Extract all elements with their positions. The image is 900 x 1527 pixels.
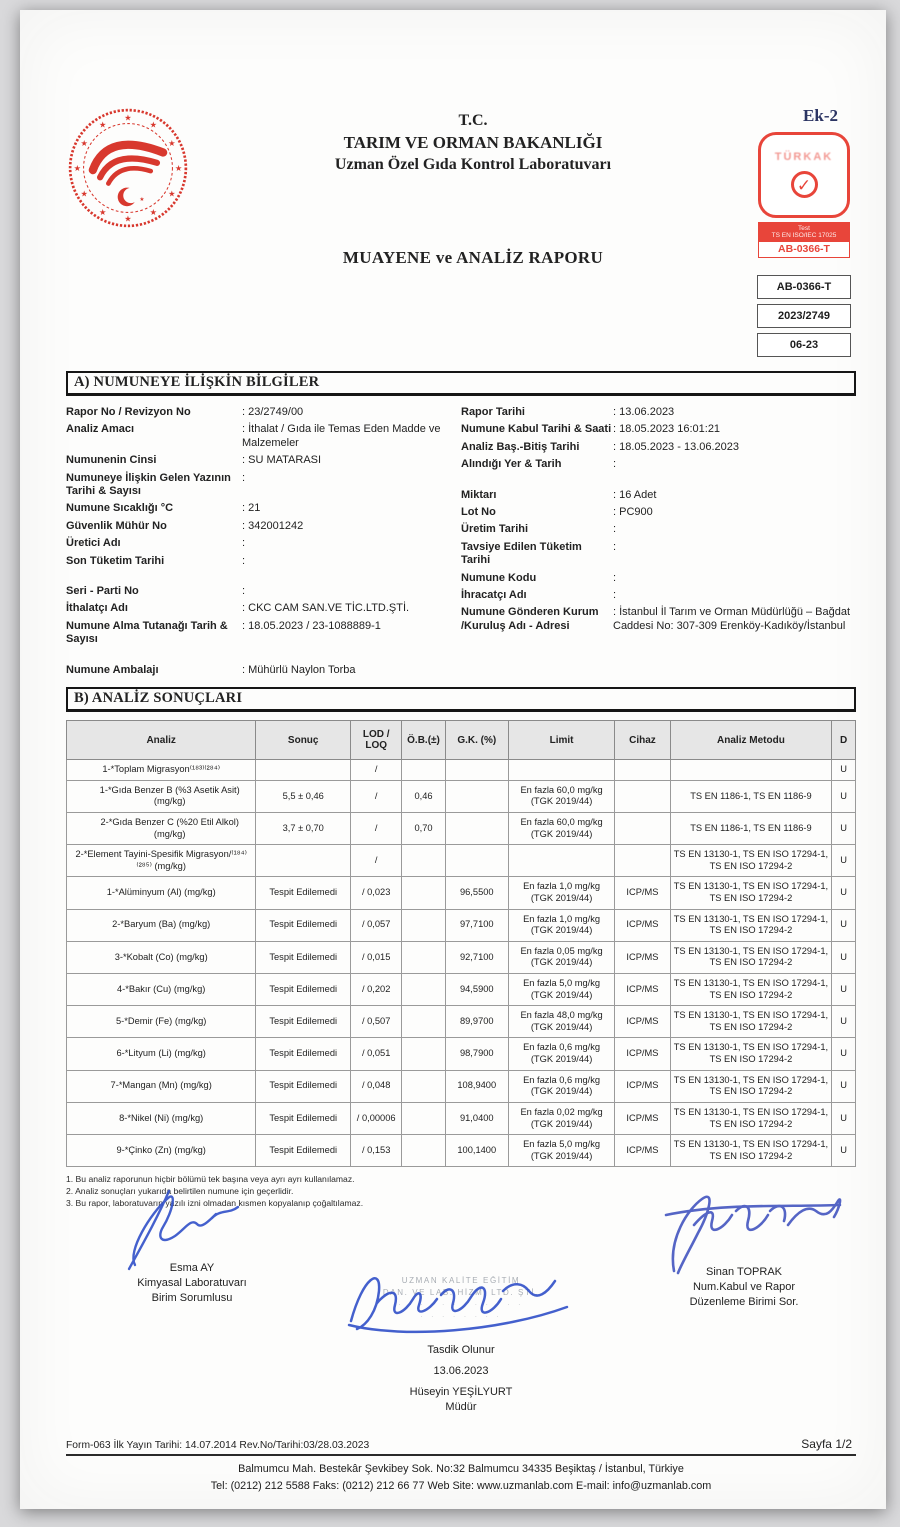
ministry-seal-icon (66, 106, 190, 230)
field-row (461, 458, 856, 471)
cell-ob: 0,46 (402, 780, 445, 812)
cell-limit: En fazla 60,0 mg/kg (TGK 2019/44) (508, 812, 615, 844)
field-label: Rapor Tarihi (461, 406, 525, 418)
cell-ob (402, 1135, 445, 1167)
field-label: Miktarı (461, 488, 497, 501)
field-row (461, 572, 856, 585)
analysis-row (67, 760, 856, 781)
field-row (66, 423, 443, 450)
cell-metot: TS EN 13130-1, TS EN ISO 17294-1, TS EN ISO 17294-2 (670, 974, 832, 1006)
field-value: : 23/2749/00 (242, 406, 443, 419)
cell-d: U (832, 1038, 856, 1070)
field-value: : İstanbul İl Tarım ve Orman Müdürlüğü – Bağdat Caddesi No: 307-309 Erenköy-Kadıköy/İstanbul (613, 606, 856, 633)
cell-analiz: 1-*Toplam Migrasyon⁽¹⁸³⁾⁽²⁸⁴⁾ (67, 760, 256, 781)
field-row (461, 589, 856, 602)
accreditation-code: AB-0366-T (758, 241, 850, 258)
cell-ob (402, 974, 445, 1006)
svg-text:★: ★ (139, 197, 145, 204)
field-label: Alındığı Yer & Tarih (461, 458, 562, 471)
cell-sonuc: Tespit Edilemedi (256, 877, 351, 909)
field-label: Numune Kabul Tarihi & Saati (461, 423, 612, 436)
cell-lod-loq: / 0,153 (351, 1135, 402, 1167)
col-header-d: D (832, 721, 856, 760)
cell-d: U (832, 941, 856, 973)
cell-d: U (832, 812, 856, 844)
cell-sonuc: Tespit Edilemedi (256, 1038, 351, 1070)
field-label: Numune Alma Tutanağı Tarih & Sayısı (66, 619, 228, 646)
svg-text:★: ★ (174, 163, 183, 174)
approval-label: Tasdik Olunur (427, 1344, 495, 1357)
cell-cihaz: ICP/MS (615, 1038, 670, 1070)
analysis-row (67, 1135, 856, 1167)
field-label: Numune Kodu (461, 571, 537, 584)
cell-d: U (832, 877, 856, 909)
page-number: Sayfa 1/2 (801, 1437, 852, 1452)
fields-right-column (461, 402, 856, 677)
signer-name: Sinan TOPRAK (705, 1266, 783, 1279)
cell-ob (402, 1102, 445, 1134)
fields-left-column (66, 402, 461, 677)
svg-text:★: ★ (149, 119, 158, 130)
col-header-gk: G.K. (%) (445, 721, 508, 760)
field-label: Son Tüketim Tarihi (66, 554, 165, 567)
cell-cihaz: ICP/MS (615, 1006, 670, 1038)
signature-esma-ay (117, 1185, 267, 1271)
svg-text:★: ★ (80, 188, 88, 199)
cell-d: U (832, 760, 856, 781)
field-label: Numune Gönderen Kurum /Kuruluş Adı - Adresi (461, 606, 599, 632)
page-header (66, 106, 856, 357)
field-value: : Mühürlü Naylon Torba (242, 664, 443, 677)
band-standard-label: TS EN ISO/IEC 17025 (771, 232, 837, 239)
field-label: Üretim Tarihi (461, 523, 529, 536)
field-row (66, 555, 443, 568)
cell-lod-loq: / 0,00006 (351, 1102, 402, 1134)
col-header-sonuc: Sonuç (256, 721, 351, 760)
field-row (66, 537, 443, 550)
letterhead-ministry: TARIM VE ORMAN BAKANLIĞI (343, 133, 603, 152)
cell-d: U (832, 845, 856, 877)
svg-text:★: ★ (168, 137, 176, 148)
ministry-seal-logo (66, 106, 194, 235)
cell-gk (445, 812, 508, 844)
cell-lod-loq: / (351, 812, 402, 844)
cell-lod-loq: / 0,015 (351, 941, 402, 973)
cell-limit: En fazla 60,0 mg/kg (TGK 2019/44) (508, 780, 615, 812)
field-value: : İthalat / Gıda ile Temas Eden Madde ve Malzemeler (242, 423, 443, 450)
cell-sonuc: 5,5 ± 0,46 (256, 780, 351, 812)
cell-d: U (832, 1070, 856, 1102)
cell-ob (402, 845, 445, 877)
cell-analiz: 9-*Çinko (Zn) (mg/kg) (67, 1135, 256, 1167)
analysis-row (67, 877, 856, 909)
cell-sonuc: Tespit Edilemedi (256, 1070, 351, 1102)
svg-text:★: ★ (80, 137, 88, 148)
footnote-line: 3. Bu rapor, laboratuvarın yazılı izni olmadan kısmen kopyalanıp çoğaltılamaz. (66, 1198, 364, 1209)
cell-d: U (832, 974, 856, 1006)
cell-lod-loq: / 0,048 (351, 1070, 402, 1102)
turkak-mark (758, 132, 850, 218)
cell-metot: TS EN 13130-1, TS EN ISO 17294-1, TS EN ISO 17294-2 (670, 845, 832, 877)
analysis-results-table (66, 720, 856, 1167)
cell-lod-loq: / (351, 760, 402, 781)
cell-sonuc: Tespit Edilemedi (256, 974, 351, 1006)
report-no-box: 2023/2749 (757, 304, 851, 328)
cell-cihaz (615, 845, 670, 877)
field-row (66, 664, 443, 677)
cell-ob (402, 877, 445, 909)
sample-info-fields (66, 402, 856, 677)
svg-text:★: ★ (124, 112, 132, 123)
table-body (67, 760, 856, 1167)
field-label: Analiz Baş.-Bitiş Tarihi (461, 440, 580, 453)
checkmark-icon: ✓ (791, 171, 818, 198)
report-title: MUAYENE ve ANALİZ RAPORU (342, 248, 604, 267)
cell-metot: TS EN 1186-1, TS EN 1186-9 (670, 812, 832, 844)
company-stamp (331, 1265, 591, 1349)
cell-sonuc: Tespit Edilemedi (256, 1102, 351, 1134)
cell-analiz: 2-*Gıda Benzer C (%20 Etil Alkol) (mg/kg) (67, 812, 256, 844)
field-label: Numune Ambalajı (66, 663, 159, 676)
cell-gk: 96,5500 (445, 877, 508, 909)
field-label: Rapor No / Revizyon No (66, 406, 191, 418)
field-label: İthalatçı Adı (66, 602, 128, 615)
field-value (613, 458, 856, 471)
cell-analiz: 8-*Nikel (Ni) (mg/kg) (67, 1102, 256, 1134)
svg-text:★: ★ (73, 163, 82, 174)
field-value: : PC900 (613, 506, 856, 519)
letterhead-lab: Uzman Özel Gıda Kontrol Laboratuvarı (334, 156, 612, 173)
field-value: : 21 (242, 502, 443, 515)
cell-limit: En fazla 0,6 mg/kg (TGK 2019/44) (508, 1038, 615, 1070)
cell-lod-loq: / 0,051 (351, 1038, 402, 1070)
field-label: Analiz Amacı (66, 423, 135, 436)
analysis-row (67, 1102, 856, 1134)
period-box: 06-23 (757, 333, 851, 357)
cell-sonuc: Tespit Edilemedi (256, 1135, 351, 1167)
signature-block-right (634, 1183, 854, 1310)
field-value (242, 472, 443, 499)
cell-sonuc: Tespit Edilemedi (256, 909, 351, 941)
analysis-row (67, 974, 856, 1006)
attachment-label: Ek-2 (803, 106, 838, 125)
field-value: : 16 Adet (613, 489, 856, 502)
accreditation-band (758, 222, 850, 241)
field-label: İhracatçı Adı (461, 589, 527, 602)
cell-analiz: 1-*Alüminyum (Al) (mg/kg) (67, 877, 256, 909)
field-value (613, 523, 856, 536)
cell-limit: En fazla 5,0 mg/kg (TGK 2019/44) (508, 1135, 615, 1167)
cell-sonuc (256, 845, 351, 877)
accreditation-column (752, 106, 856, 357)
cell-d: U (832, 1135, 856, 1167)
cell-metot: TS EN 13130-1, TS EN ISO 17294-1, TS EN ISO 17294-2 (670, 1135, 832, 1167)
field-label: Numune Sıcaklığı °C (66, 502, 174, 515)
approver-name: Hüseyin YEŞİLYURT (409, 1386, 513, 1399)
cell-cihaz (615, 812, 670, 844)
cell-analiz: 7-*Mangan (Mn) (mg/kg) (67, 1070, 256, 1102)
cell-metot: TS EN 13130-1, TS EN ISO 17294-1, TS EN ISO 17294-2 (670, 1006, 832, 1038)
cell-gk (445, 760, 508, 781)
letterhead-tc: T.C. (458, 112, 488, 129)
field-row (66, 502, 443, 515)
field-row (66, 602, 443, 615)
cell-cihaz: ICP/MS (615, 877, 670, 909)
lab-address: Balmumcu Mah. Bestekâr Şevkibey Sok. No:32 Balmumcu 34335 Beşiktaş / İstanbul, Türkiye (238, 1463, 684, 1476)
cell-cihaz (615, 760, 670, 781)
cell-limit: En fazla 0,05 mg/kg (TGK 2019/44) (508, 941, 615, 973)
cell-analiz: 6-*Lityum (Li) (mg/kg) (67, 1038, 256, 1070)
signer-name: Esma AY (169, 1262, 215, 1275)
field-value: : SU MATARASI (242, 454, 443, 467)
letterhead (194, 106, 752, 268)
field-value (613, 589, 856, 602)
cell-metot: TS EN 13130-1, TS EN ISO 17294-1, TS EN ISO 17294-2 (670, 941, 832, 973)
cell-cihaz: ICP/MS (615, 1135, 670, 1167)
cell-metot: TS EN 13130-1, TS EN ISO 17294-1, TS EN ISO 17294-2 (670, 1038, 832, 1070)
col-header-limit: Limit (508, 721, 615, 760)
cell-gk (445, 780, 508, 812)
cell-analiz: 3-*Kobalt (Co) (mg/kg) (67, 941, 256, 973)
col-header-analiz: Analiz (67, 721, 256, 760)
cell-lod-loq: / 0,507 (351, 1006, 402, 1038)
form-revision-line: Form-063 İlk Yayın Tarihi: 14.07.2014 Rev.No/Tarihi:03/28.03.2023 (66, 1440, 370, 1452)
analysis-row (67, 1070, 856, 1102)
cell-analiz: 5-*Demir (Fe) (mg/kg) (67, 1006, 256, 1038)
section-b-title: B) ANALİZ SONUÇLARI (66, 687, 856, 712)
field-row (66, 585, 443, 598)
cell-gk: 94,5900 (445, 974, 508, 1006)
col-header-cihaz: Cihaz (615, 721, 670, 760)
field-row (461, 423, 856, 436)
field-row (66, 620, 443, 647)
col-header-metot: Analiz Metodu (670, 721, 832, 760)
cell-metot: TS EN 1186-1, TS EN 1186-9 (670, 780, 832, 812)
field-row (461, 506, 856, 519)
cell-lod-loq: / 0,202 (351, 974, 402, 1006)
cell-gk (445, 845, 508, 877)
field-value: : 342001242 (242, 520, 443, 533)
cell-limit: En fazla 1,0 mg/kg (TGK 2019/44) (508, 909, 615, 941)
field-label: Numunenin Cinsi (66, 454, 157, 467)
cell-limit (508, 845, 615, 877)
cell-gk: 91,0400 (445, 1102, 508, 1134)
cell-gk: 100,1400 (445, 1135, 508, 1167)
footnote-line: 2. Analiz sonuçları yukarıda belirtilen numune için geçerlidir. (66, 1186, 294, 1197)
field-row (66, 454, 443, 467)
cell-cihaz (615, 780, 670, 812)
cell-gk: 97,7100 (445, 909, 508, 941)
field-row (461, 523, 856, 536)
field-row (461, 441, 856, 454)
analysis-row (67, 941, 856, 973)
cell-analiz: 2-*Baryum (Ba) (mg/kg) (67, 909, 256, 941)
analysis-row (67, 1038, 856, 1070)
cell-metot: TS EN 13130-1, TS EN ISO 17294-1, TS EN ISO 17294-2 (670, 877, 832, 909)
signature-block-left (92, 1185, 292, 1306)
signature-block-center (331, 1265, 591, 1414)
field-label: Seri - Parti No (66, 585, 139, 598)
cell-d: U (832, 780, 856, 812)
analysis-row (67, 909, 856, 941)
cell-sonuc: Tespit Edilemedi (256, 1006, 351, 1038)
cell-metot: TS EN 13130-1, TS EN ISO 17294-1, TS EN ISO 17294-2 (670, 1102, 832, 1134)
table-header-row (67, 721, 856, 760)
cell-limit: En fazla 48,0 mg/kg (TGK 2019/44) (508, 1006, 615, 1038)
cell-lod-loq: / 0,023 (351, 877, 402, 909)
analysis-row (67, 845, 856, 877)
svg-text:★: ★ (168, 188, 176, 199)
report-page (20, 10, 886, 1509)
field-label: Lot No (461, 506, 496, 519)
signer-unit: Kimyasal Laboratuvarı (137, 1277, 247, 1290)
cell-analiz: 1-*Gıda Benzer B (%3 Asetik Asit) (mg/kg) (67, 780, 256, 812)
band-test-label: Test (798, 225, 810, 232)
cell-d: U (832, 1102, 856, 1134)
cell-sonuc: 3,7 ± 0,70 (256, 812, 351, 844)
cell-cihaz: ICP/MS (615, 941, 670, 973)
cell-limit: En fazla 5,0 mg/kg (TGK 2019/44) (508, 974, 615, 1006)
field-value (613, 572, 856, 585)
field-label: Numuneye İlişkin Gelen Yazının Tarihi & Sayısı (66, 471, 231, 498)
analysis-row (67, 780, 856, 812)
field-value: : 18.05.2023 / 23-1088889-1 (242, 620, 443, 647)
field-row (461, 489, 856, 502)
stamp-line-faint: · · · · · · · · (420, 1312, 502, 1322)
cell-cihaz: ICP/MS (615, 909, 670, 941)
cell-limit (508, 760, 615, 781)
cell-sonuc (256, 760, 351, 781)
cell-ob: 0,70 (402, 812, 445, 844)
svg-text:★: ★ (98, 119, 107, 130)
cell-analiz: 4-*Bakır (Cu) (mg/kg) (67, 974, 256, 1006)
stamp-line: UZMAN KALİTE EĞİTİM (401, 1276, 521, 1286)
cell-metot: TS EN 13130-1, TS EN ISO 17294-1, TS EN ISO 17294-2 (670, 909, 832, 941)
footer-address-block (66, 1461, 856, 1494)
cell-ob (402, 941, 445, 973)
cell-gk: 108,9400 (445, 1070, 508, 1102)
cell-d: U (832, 909, 856, 941)
footnote-line: 1. Bu analiz raporunun hiçbir bölümü tek başına veya ayrı ayrı kullanılamaz. (66, 1174, 355, 1185)
cell-lod-loq: / (351, 780, 402, 812)
cell-cihaz: ICP/MS (615, 1102, 670, 1134)
field-row (461, 406, 856, 419)
lab-contact: Tel: (0212) 212 5588 Faks: (0212) 212 66 77 Web Site: www.uzmanlab.com E-mail: info@uzmanlab.com (210, 1480, 712, 1493)
signer-role: Birim Sorumlusu (151, 1292, 233, 1305)
approval-date: 13.06.2023 (433, 1365, 489, 1378)
col-header-lod-loq: LOD / LOQ (351, 721, 402, 760)
field-row (66, 406, 443, 419)
signature-sinan-toprak (644, 1183, 844, 1275)
svg-text:★: ★ (149, 206, 158, 217)
cell-limit: En fazla 0,02 mg/kg (TGK 2019/44) (508, 1102, 615, 1134)
cell-cihaz: ICP/MS (615, 1070, 670, 1102)
signature-area (66, 1209, 856, 1435)
report-id-boxes (757, 270, 851, 357)
field-row (66, 520, 443, 533)
field-value (613, 541, 856, 568)
svg-text:★: ★ (124, 213, 132, 224)
signer-unit: Num.Kabul ve Rapor (692, 1281, 796, 1294)
cell-gk: 89,9700 (445, 1006, 508, 1038)
cell-gk: 92,7100 (445, 941, 508, 973)
analysis-row (67, 812, 856, 844)
field-row (66, 472, 443, 499)
field-value (242, 537, 443, 550)
cell-limit: En fazla 0,6 mg/kg (TGK 2019/44) (508, 1070, 615, 1102)
cell-metot: TS EN 13130-1, TS EN ISO 17294-1, TS EN ISO 17294-2 (670, 1070, 832, 1102)
turkak-wordmark: TÜRKAK (774, 151, 834, 163)
field-label: Üretici Adı (66, 537, 121, 550)
accreditation-no-box: AB-0366-T (757, 275, 851, 299)
field-label: Güvenlik Mühür No (66, 519, 167, 532)
signature-huseyin-yesilyurt (341, 1259, 577, 1343)
cell-ob (402, 1006, 445, 1038)
signer-role: Düzenleme Birimi Sor. (689, 1296, 799, 1309)
field-value: : 18.05.2023 16:01:21 (613, 423, 856, 436)
field-value (242, 555, 443, 568)
field-value: : 18.05.2023 - 13.06.2023 (613, 441, 856, 454)
cell-ob (402, 1070, 445, 1102)
field-value (242, 585, 443, 598)
cell-ob (402, 1038, 445, 1070)
cell-d: U (832, 1006, 856, 1038)
cell-gk: 98,7900 (445, 1038, 508, 1070)
svg-text:★: ★ (98, 206, 107, 217)
field-row (461, 606, 856, 633)
footer-divider (66, 1454, 856, 1456)
footer-form-row (66, 1437, 856, 1451)
cell-sonuc: Tespit Edilemedi (256, 941, 351, 973)
stamp-line-faint: · · · · · · · · · · · · (398, 1300, 524, 1310)
stamp-line: DAN. VE LAB. HİZM. LTD. ŞTİ. (382, 1288, 540, 1298)
cell-cihaz: ICP/MS (615, 974, 670, 1006)
cell-analiz: 2-*Element Tayini-Spesifik Migrasyon/⁽¹⁸⁴⁾⁽²⁸⁵⁾ (mg/kg) (67, 845, 256, 877)
cell-ob (402, 909, 445, 941)
analysis-row (67, 1006, 856, 1038)
col-header-ob: Ö.B.(±) (402, 721, 445, 760)
cell-limit: En fazla 1,0 mg/kg (TGK 2019/44) (508, 877, 615, 909)
field-label: Tavsiye Edilen Tüketim Tarihi (461, 540, 582, 567)
cell-lod-loq: / (351, 845, 402, 877)
field-value: : 13.06.2023 (613, 406, 856, 419)
field-value: : CKC CAM SAN.VE TİC.LTD.ŞTİ. (242, 602, 443, 615)
cell-metot (670, 760, 832, 781)
cell-ob (402, 760, 445, 781)
field-row (461, 541, 856, 568)
approver-title: Müdür (445, 1400, 477, 1413)
section-a-title: A) NUMUNEYE İLİŞKİN BİLGİLER (66, 371, 856, 396)
cell-lod-loq: / 0,057 (351, 909, 402, 941)
